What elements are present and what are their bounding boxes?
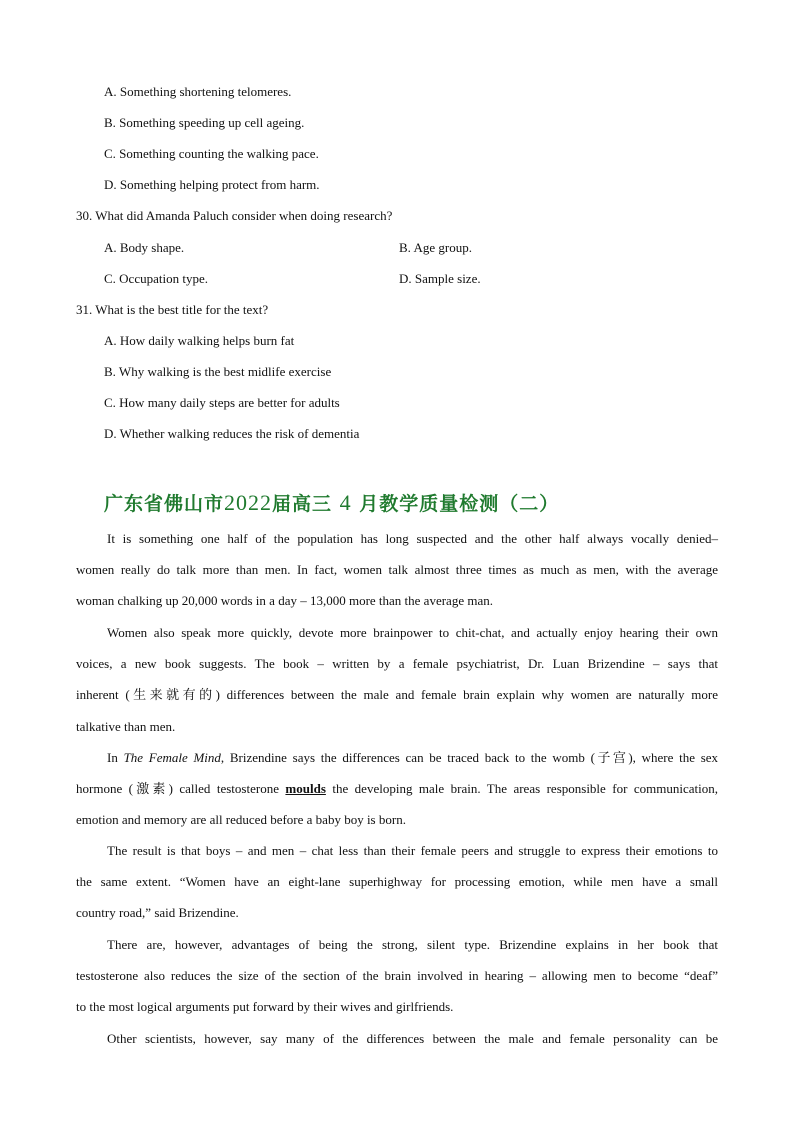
passage-line xyxy=(76,1023,718,1054)
passage-line: testosterone also reduces the size of the section of the brain involved in hearing – allowing men to become “deaf” xyxy=(76,968,718,984)
q30-option-c: C. Occupation type. xyxy=(104,271,208,286)
passage-line xyxy=(76,617,718,648)
book-title: The Female Mind xyxy=(123,750,221,765)
passage-text: Other scientists, however, say many of the differences between the male and female personality can be xyxy=(107,1031,718,1046)
passage-line: talkative than men. xyxy=(76,718,176,734)
section-heading xyxy=(104,489,559,516)
passage-text: In xyxy=(107,750,118,765)
q31-option-c: C. How many daily steps are better for adults xyxy=(104,395,340,410)
passage-paragraph-6 xyxy=(76,1023,718,1054)
q29-option-a: A. Something shortening telomeres. xyxy=(104,84,292,99)
q30-option-a: A. Body shape. xyxy=(104,240,185,255)
q31-option-d: D. Whether walking reduces the risk of dementia xyxy=(104,426,360,441)
passage-line xyxy=(76,929,718,960)
heading-month: 4 xyxy=(339,490,352,515)
q31-option-a: A. How daily walking helps burn fat xyxy=(104,333,295,348)
passage-line: to the most logical arguments put forward by their wives and girlfriends. xyxy=(76,999,454,1015)
passage-text: The result is that boys – and men – chat less than their female peers and struggle to express their emotions to xyxy=(107,843,718,858)
passage-line xyxy=(76,835,718,866)
passage-text: There are, however, advantages of being the strong, silent type. Brizendine explains in her book that xyxy=(107,937,718,952)
passage-line: women really do talk more than men. In fact, women talk almost three times as much as men, with the average xyxy=(76,562,718,578)
passage-paragraph-4 xyxy=(76,835,718,929)
heading-mid: 届高三 xyxy=(272,493,333,515)
passage-line xyxy=(76,742,718,773)
q29-option-c: C. Something counting the walking pace. xyxy=(104,146,319,161)
q29-option-b: B. Something speeding up cell ageing. xyxy=(104,115,305,130)
q30-option-d: D. Sample size. xyxy=(399,271,481,286)
heading-year: 2022 xyxy=(224,490,273,515)
passage-text: hormone (激素) called testosterone xyxy=(76,781,279,797)
q30-option-b: B. Age group. xyxy=(399,240,472,255)
passage-line: emotion and memory are all reduced before a baby boy is born. xyxy=(76,812,406,828)
q30-question: 30. What did Amanda Paluch consider when doing research? xyxy=(76,208,393,223)
passage-line xyxy=(76,523,718,554)
passage-text: It is something one half of the population has long suspected and the other half always vocally denied– xyxy=(107,531,718,546)
passage-line: the same extent. “Women have an eight-lane superhighway for processing emotion, while men have a small xyxy=(76,874,718,890)
heading-suffix: 月教学质量检测（二） xyxy=(359,493,560,515)
q31-option-b: B. Why walking is the best midlife exercise xyxy=(104,364,332,379)
passage-paragraph-2 xyxy=(76,617,718,742)
underlined-word: moulds xyxy=(285,781,326,797)
passage-text: , Brizendine says the differences can be traced back to the womb (子宫), where the sex xyxy=(220,750,719,765)
passage-paragraph-3 xyxy=(76,742,718,836)
passage-paragraph-5 xyxy=(76,929,718,1023)
passage-line: inherent (生来就有的) differences between the male and female brain explain why women are naturally more xyxy=(76,687,718,703)
passage-paragraph-1 xyxy=(76,523,718,617)
passage-line: country road,” said Brizendine. xyxy=(76,905,239,921)
heading-prefix: 广东省佛山市 xyxy=(104,493,225,515)
passage-line xyxy=(76,773,718,804)
passage-line: woman chalking up 20,000 words in a day – 13,000 more than the average man. xyxy=(76,593,493,609)
passage-text: Women also speak more quickly, devote more brainpower to chit-chat, and actually enjoy hearing their own xyxy=(107,625,718,640)
passage-line: voices, a new book suggests. The book – written by a female psychiatrist, Dr. Luan Brizendine – says that xyxy=(76,656,718,672)
q31-question: 31. What is the best title for the text? xyxy=(76,302,269,317)
q29-option-d: D. Something helping protect from harm. xyxy=(104,177,320,192)
passage-text: the developing male brain. The areas responsible for communication, xyxy=(332,781,718,797)
